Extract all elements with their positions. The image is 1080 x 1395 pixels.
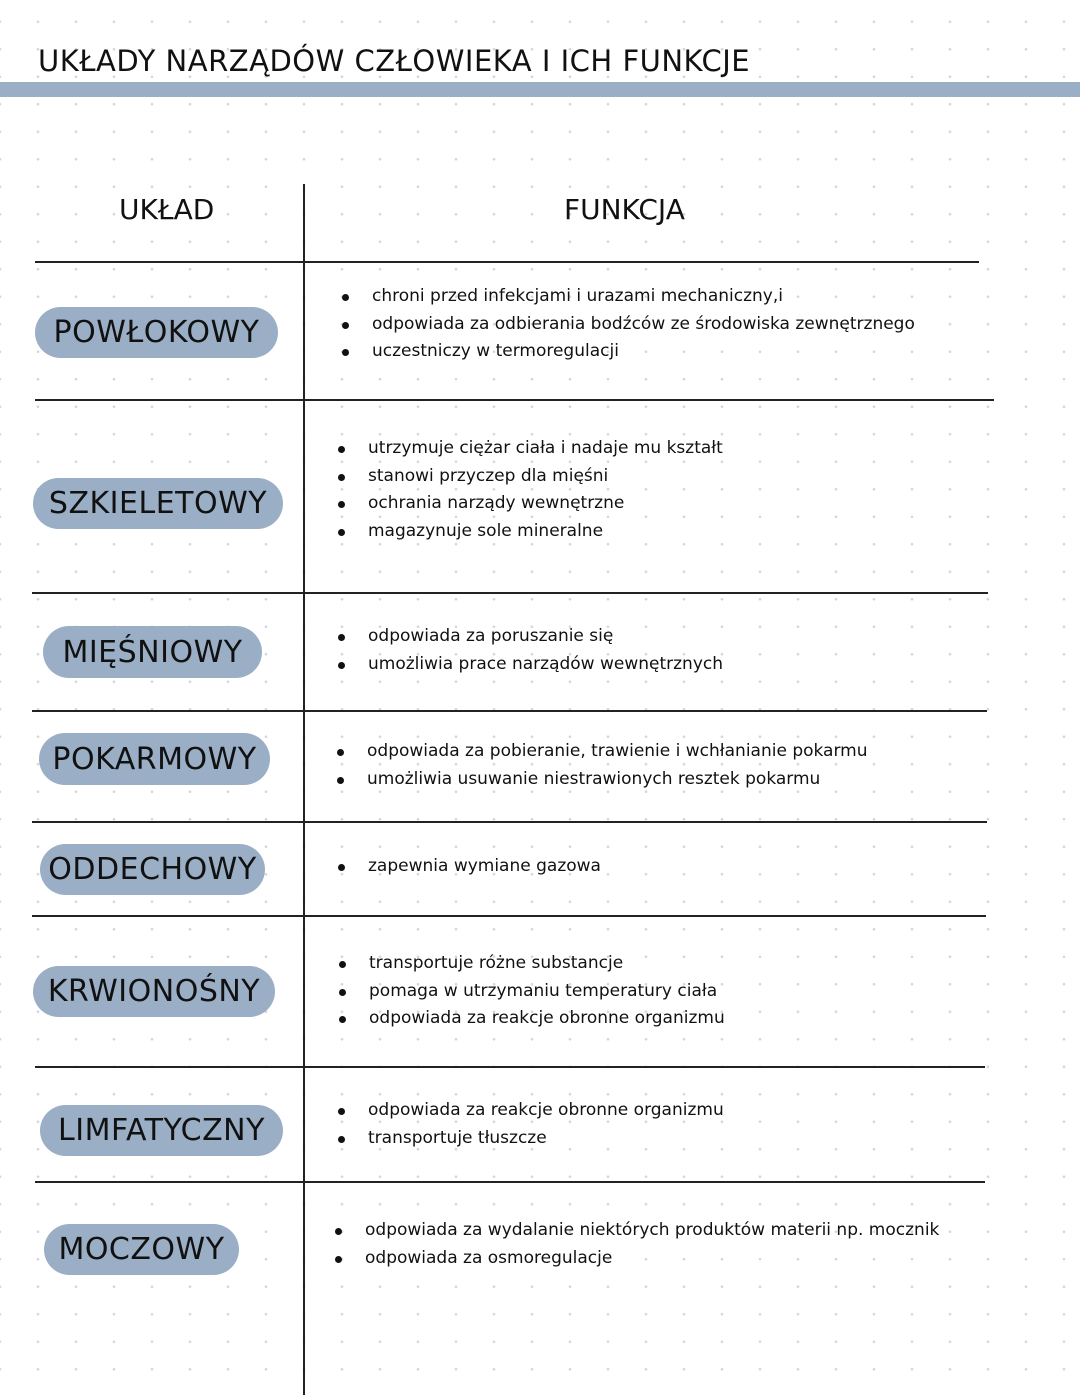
row-divider bbox=[32, 821, 987, 823]
system-label-limfatyczny: LIMFATYCZNY bbox=[40, 1105, 283, 1156]
row-divider bbox=[32, 592, 988, 594]
function-list bbox=[339, 950, 725, 1033]
page-title: UKŁADY NARZĄDÓW CZŁOWIEKA I ICH FUNKCJE bbox=[38, 44, 751, 78]
function-list bbox=[338, 1097, 724, 1152]
function-list bbox=[338, 853, 601, 881]
system-label-oddechowy: ODDECHOWY bbox=[40, 844, 265, 895]
row-divider bbox=[32, 915, 986, 917]
function-list bbox=[338, 623, 723, 678]
function-item: pomaga w utrzymaniu temperatury ciała bbox=[339, 978, 725, 1006]
row-divider bbox=[35, 1181, 985, 1183]
function-item: umożliwia usuwanie niestrawionych resztek pokarmu bbox=[337, 766, 868, 794]
function-item: odpowiada za reakcje obronne organizmu bbox=[339, 1005, 725, 1033]
function-list bbox=[338, 435, 723, 545]
system-label-moczowy: MOCZOWY bbox=[44, 1224, 239, 1275]
function-item: utrzymuje ciężar ciała i nadaje mu kształt bbox=[338, 435, 723, 463]
function-item: ochrania narządy wewnętrzne bbox=[338, 490, 723, 518]
function-list bbox=[335, 1217, 939, 1272]
function-item: transportuje tłuszcze bbox=[338, 1125, 724, 1153]
row-divider bbox=[35, 1066, 985, 1068]
function-item: odpowiada za odbierania bodźców ze środowiska zewnętrznego bbox=[342, 311, 915, 339]
title-underline-band bbox=[0, 82, 1080, 97]
system-label-pokarmowy: POKARMOWY bbox=[39, 733, 270, 785]
function-list bbox=[337, 738, 868, 793]
function-item: odpowiada za osmoregulacje bbox=[335, 1245, 939, 1273]
function-item: transportuje różne substancje bbox=[339, 950, 725, 978]
function-item: odpowiada za poruszanie się bbox=[338, 623, 723, 651]
function-item: umożliwia prace narządów wewnętrznych bbox=[338, 651, 723, 679]
system-label-szkieletowy: SZKIELETOWY bbox=[33, 478, 283, 529]
row-divider bbox=[35, 399, 994, 401]
function-list bbox=[342, 283, 915, 366]
function-item: zapewnia wymiane gazowa bbox=[338, 853, 601, 881]
system-label-krwionosny: KRWIONOŚNY bbox=[33, 966, 275, 1017]
system-label-powlokowy: POWŁOKOWY bbox=[35, 307, 278, 358]
header-function: FUNKCJA bbox=[564, 193, 685, 226]
function-item: uczestniczy w termoregulacji bbox=[342, 338, 915, 366]
function-item: odpowiada za reakcje obronne organizmu bbox=[338, 1097, 724, 1125]
row-divider bbox=[32, 710, 987, 712]
system-label-miesniowy: MIĘŚNIOWY bbox=[43, 626, 262, 678]
function-item: odpowiada za wydalanie niektórych produktów materii np. mocznik bbox=[335, 1217, 939, 1245]
function-item: stanowi przyczep dla mięśni bbox=[338, 463, 723, 491]
header-system: UKŁAD bbox=[119, 193, 215, 226]
function-item: magazynuje sole mineralne bbox=[338, 518, 723, 546]
row-divider bbox=[35, 261, 979, 263]
function-item: chroni przed infekcjami i urazami mechaniczny,i bbox=[342, 283, 915, 311]
column-divider bbox=[303, 184, 305, 1395]
function-item: odpowiada za pobieranie, trawienie i wchłanianie pokarmu bbox=[337, 738, 868, 766]
